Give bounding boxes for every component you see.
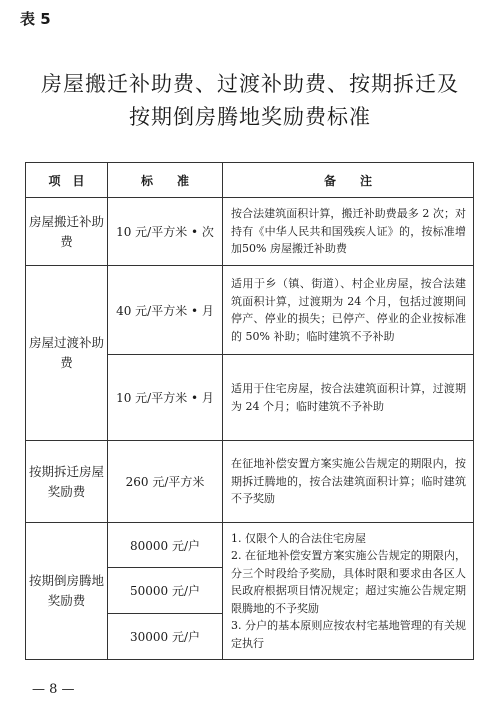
- remark-demolition-reward: 在征地补偿安置方案实施公告规定的期限内，按期拆迁腾地的，按合法建筑面积计算；临时建筑不予奖励: [223, 441, 474, 523]
- header-item: 项 目: [26, 163, 108, 198]
- remark-transition-enterprise: 适用于乡（镇、街道）、村企业房屋，按合法建筑面积计算，过渡期为 24 个月，包括过渡期间停产、停业的损失；已停产、停业的企业按标准的 50% 补助；临时建筑不予补助: [223, 266, 474, 355]
- standard-transition-enterprise: 40 元/平方米 • 月: [108, 266, 223, 355]
- table-label: 表 5: [20, 10, 51, 28]
- remark-transition-residential: 适用于住宅房屋，按合法建筑面积计算，过渡期为 24 个月；临时建筑不予补助: [223, 355, 474, 441]
- remark-vacate-item-2: 2. 在征地补偿安置方案实施公告规定的期限内，分三个时段给予奖励，具体时限和要求由各区人民政府根据项目情况规定；超过实施公告规定期限腾地的不予奖励: [231, 549, 466, 615]
- standard-transition-residential: 10 元/平方米 • 月: [108, 355, 223, 441]
- page-number: — 8 —: [32, 682, 75, 697]
- standard-relocation-subsidy: 10 元/平方米 • 次: [108, 198, 223, 266]
- item-transition-subsidy: 房屋过渡补助费: [26, 266, 108, 441]
- header-remark: 备 注: [223, 163, 474, 198]
- page-title-line-2: 按期倒房腾地奖励费标准: [129, 105, 371, 129]
- item-vacate-reward: 按期倒房腾地奖励费: [26, 523, 108, 660]
- compensation-standards-table: [25, 162, 474, 660]
- remark-relocation-subsidy: 按合法建筑面积计算，搬迁补助费最多 2 次；对持有《中华人民共和国残疾人证》的，按标准增加50% 房屋搬迁补助费: [223, 198, 474, 266]
- remark-vacate-item-1: 1. 仅限个人的合法住宅房屋: [231, 531, 366, 545]
- standard-vacate-tier-3: 30000 元/户: [108, 614, 223, 660]
- table-row: [26, 266, 474, 355]
- remark-vacate-reward: [223, 523, 474, 660]
- item-demolition-reward: 按期拆迁房屋奖励费: [26, 441, 108, 523]
- standard-vacate-tier-1: 80000 元/户: [108, 523, 223, 568]
- page-title-line-1: 房屋搬迁补助费、过渡补助费、按期拆迁及: [41, 72, 459, 96]
- header-standard: 标 准: [108, 163, 223, 198]
- table-row: [26, 198, 474, 266]
- standard-vacate-tier-2: 50000 元/户: [108, 568, 223, 614]
- item-relocation-subsidy: 房屋搬迁补助费: [26, 198, 108, 266]
- table-header-row: [26, 163, 474, 198]
- table-row: [26, 523, 474, 568]
- table-row: [26, 441, 474, 523]
- standard-demolition-reward: 260 元/平方米: [108, 441, 223, 523]
- remark-vacate-item-3: 3. 分户的基本原则应按农村宅基地管理的有关规定执行: [231, 619, 466, 650]
